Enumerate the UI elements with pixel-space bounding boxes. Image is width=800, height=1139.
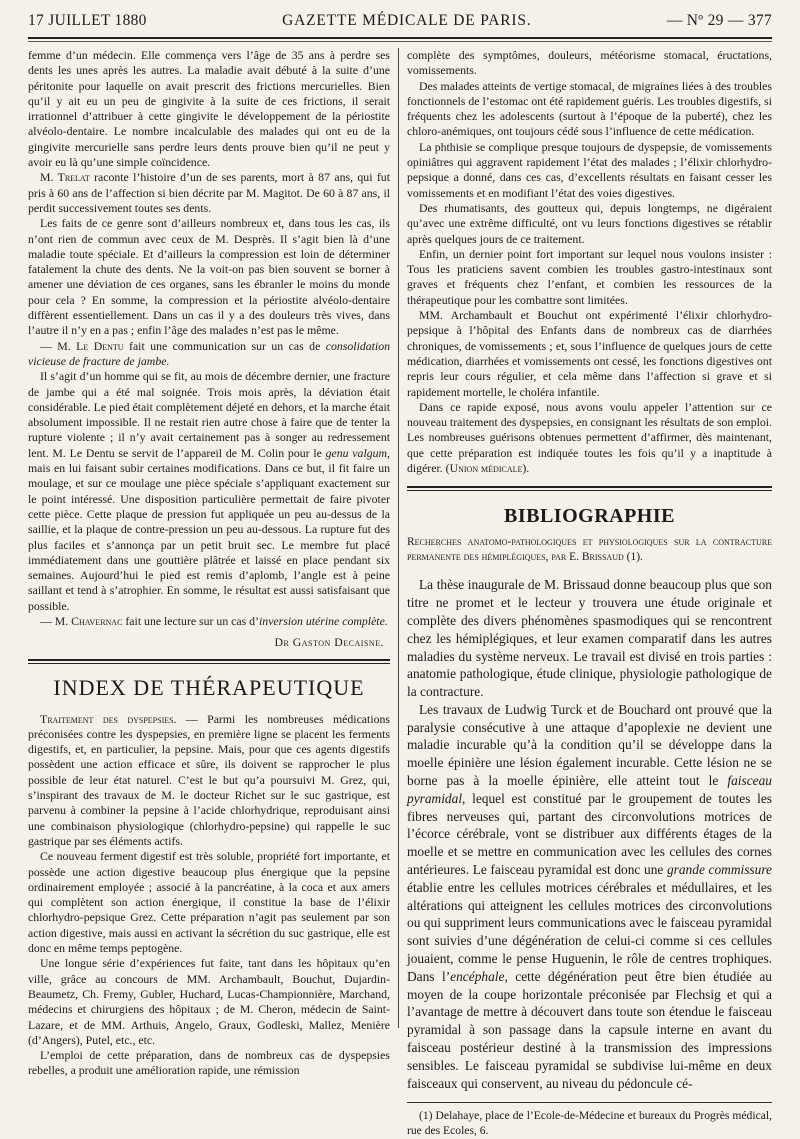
right-column <box>407 48 772 1138</box>
section-title: BIBLIOGRAPHIE <box>504 505 675 528</box>
person-name: M. Chavernac <box>54 613 123 628</box>
header-issue: — Nº 29 — 377 <box>666 12 772 29</box>
footnote: (1) Delahaye, place de l’Ecole-de-Médecine et bureaux du Progrès médical, rue des Ecoles, 6. <box>407 1109 772 1138</box>
italic-term: grande commissure <box>666 862 772 878</box>
paragraph: Ce nouveau ferment digestif est très soluble, propriété fort importante, et possède une action digestive beaucoup plus énergique que la pepsine ordinairement employée ; associé à la pancréatine, à la coca et aux amers qui complètent son action énergique, il constitue la base de l’élixir chlorhydro-pepsique Grez. Cette préparation n’agit pas seulement par son action digestive, mais aussi en activant la sécrétion du suc gastrique, elle est donc en même temps peptogène. <box>28 849 390 956</box>
section-rule <box>407 486 772 491</box>
section-title: INDEX DE THÉRAPEUTIQUE <box>53 674 365 700</box>
paragraph <box>407 400 772 476</box>
paragraph: Une longue série d’expériences fut faite, tant dans les hôpitaux qu’en ville, grâce au concours de MM. Archambault, Bouchut, Dujardin-Beaumetz, Ch. Fremy, Gubler, Huchard, Lucas-Championnière, Marchand, médecins et chirurgiens des hôpitaux ; de M. Cheron, médecin de Saint-Lazare, et de MM. Arthuis, Angelo, Graux, Godleski, Mallez, Menière (d’Angers), Putel, etc., etc. <box>28 956 390 1047</box>
person-name: M. Trelat <box>40 170 90 185</box>
paragraph-text: , lequel est constitué par le groupement de toutes les fibres nerveuses qui, partant des circonvolutions motrices de l’écorce cérébrale, vont se distribuer aux différents étages de la moelle et se mettre en communication avec les cellules des cornes antérieures. Le faisceau pyramidal est donc une <box>407 790 772 878</box>
dash: — <box>40 338 58 353</box>
header-rule <box>28 37 772 39</box>
italic-term: genu valgum <box>325 445 388 460</box>
paragraph-text: Les travaux de Ludwig Turck et de Bouchard ont prouvé que la paralysie consécutive à une attaque d’apoplexie ne devient une maladie incurable qu’à la condition qu’il se développe dans la moelle épinière une lésion également incurable. Cette lésion ne se borne pas à la moelle épinière, elle atteint tout le <box>407 701 772 789</box>
paragraph: Des malades atteints de vertige stomacal, de migraines liées à des troubles fonctionnels de l’estomac ont été rapidement guéris. Les troubles digestifs, si fréquents chez les adolescents (surtout à l’époque de la puberté), chez les chloro-anémiques, ont toujours cédé sous l’influence de cette médication. <box>407 78 772 139</box>
paragraph-text: raconte l’histoire d’un de ses parents, mort à 87 ans, qui fut pris à 60 ans de l’affection si bien décrite par M. Magitot. De 60 à 87 ans, il perdit successivement toutes ses dents. <box>28 170 390 215</box>
header-rule-thin <box>28 41 772 42</box>
dash: — <box>40 613 55 628</box>
paragraph-text: , mais en lui faisant subir certaines modifications. Dans ce but, il fit faire un moulage, et sur ce moulage une pièce spéciale s’appliquant exactement sur le point intéressé. Une disposition particulière permettait de faire pivoter cette pièce. Cette plaque de pression fut appliquée un peu au-dessus de la saillie, et la plaque de contre-pression un peu au-dessous. La rupture fut des plus faciles et s’annonça par un petit bruit sec. Le membre fut placé immédiatement dans une gouttière plâtrée et laissé en place pendant six semaines. Aujourd’hui le pied est remis d’aplomb, l’angle est à peine saillant et tend à s’atrophier. En somme, le résultat est aussi satisfaisant que possible. <box>28 445 390 613</box>
column-separator <box>398 48 399 1028</box>
paragraph <box>28 170 390 216</box>
paragraph-text: fait une communication sur un cas de <box>123 338 326 353</box>
paragraph: Des rhumatisants, des goutteux qui, depuis longtemps, ne digéraient qu’avec une extrême difficulté, ont vu leurs fonctions digestives se rétablir après quelques jours de ce traitement. <box>407 200 772 246</box>
page-header <box>28 12 772 38</box>
book-reference: Recherches anatomo-pathologiques et physiologiques sur la contracture permanente des hémiplégiques, par E. Brissaud (1). <box>407 536 772 563</box>
paragraph-text: établie entre les cellules motrices cérébrales et médullaires, et les altérations qui atteignent les cellules motrices des circonvolutions ou qui suppriment leurs communications avec le faisceau pyramidal sont suivies d’une dégénération de celui-ci comme si ces cellules jouaient, comme le pense Huguenin, le rôle de centres trophiques. Dans l’ <box>407 879 772 984</box>
italic-topic: inversion utérine complète. <box>259 613 388 628</box>
paragraph: L’emploi de cette préparation, dans de nombreux cas de dyspepsies rebelles, a produit une amélioration rapide, une rémission <box>28 1048 390 1078</box>
footnote-rule <box>407 1102 772 1103</box>
paragraph: MM. Archambault et Bouchut ont expérimenté l’élixir chlorhydro-pepsique à l’hôpital des Enfants dans de nombreux cas de diarrhées chroniques, de vomissements ; et, sous l’influence de quelques jours de cette médication, diarrhées et vomissements ont cessé, les fonctions digestives ont repris leur cours régulier, et cela même dans l’affection si grave et si rapidement mortelle, le choléra infantile. <box>407 308 772 399</box>
paragraph-text: , cette dégénération peut être bien étudiée au moyen de la coupe horizontale préconisée par Flechsig et qui a l’avantage de mettre à découvert dans toute son étendue le faisceau pyramidal à son passage dans la capsule interne en avant du faisceau postérieur destiné à la transmission des impressions sensibles. Le faisceau pyramidal se subdivise lui-même en deux faisceaux qui conservent, au niveau du pédoncule cé- <box>407 968 772 1091</box>
italic-topic: consolidation vicieuse de fracture de jambe. <box>28 338 390 368</box>
review-body <box>407 576 772 1092</box>
source-citation: (Union médicale). <box>445 461 530 476</box>
italic-term: encéphale <box>450 968 505 984</box>
paragraph: complète des symptômes, douleurs, météorisme stomacal, éructations, vomissements. <box>407 48 772 78</box>
header-title: GAZETTE MÉDICALE DE PARIS. <box>282 12 532 29</box>
person-name: M. Le Dentu <box>57 338 124 353</box>
paragraph <box>28 712 390 850</box>
paragraph-text: Il s’agit d’un homme qui se fit, au mois de décembre dernier, une fracture de jambe qui a été mal soignée. Trois mois après, la déviation était considérable. Le pied était complètement déjeté en dehors, et la marche était absolument impossible. Il ne restait rien autre chose à faire que de tenter la rupture violente ; il n’y avait certainement pas à songer au redressement lent. M. Le Dentu se servit de l’appareil de M. Colin pour le <box>28 369 390 460</box>
paragraph <box>407 701 772 1093</box>
paragraph: Les faits de ce genre sont d’ailleurs nombreux et, dans tous les cas, ils n’ont rien de commun avec ceux de M. Desprès. Il s’agit bien là d’une maladie toute spéciale. Et d’ailleurs la compression est loin de déterminer fatalement la chute des dents. Ne la voit-on pas bien souvent se borner à amener une déviation de ces organes, sans les ébranler le moins du monde pour cela ? En somme, la compression et la périostite alvéolo-dentaire diffèrent essentiellement. Dans un cas il y a des douleurs très vives, dans l’autre il n’y en a pas ; enfin l’âge des malades n’est pas le même. <box>28 216 390 338</box>
paragraph: femme d’un médecin. Elle commença vers l’âge de 35 ans à perdre ses dents les unes après les autres. La maladie avait débuté à la suite d’une péritonite pour laquelle on avait prescrit des frictions mercurielles. Bien qu’il y ait eu un peu de gingivite à la suite de ces frictions, il serait irrationnel d’attribuer à cette gingivite le développement de la périostite alvéolo-dentaire. Le nombre incalculable des malades qui ont eu de la gingivite mercurielle sans perdre leurs dents prouve bien qu’il ne peut y avoir eu là qu’une simple coïncidence. <box>28 48 390 170</box>
subsection-head: Traitement des dyspepsies. <box>40 711 177 726</box>
paragraph-text: fait une lecture sur un cas d’ <box>122 613 260 628</box>
left-column <box>28 48 390 1078</box>
paragraph: La thèse inaugurale de M. Brissaud donne beaucoup plus que son titre ne promet et le lecteur y trouvera une étude originale et complète des divers phénomènes spasmodiques qui se rencontrent chez les hémiplégiques, et leur examen comparatif dans les autres maladies du système nerveux. Le travail est divisé en trois parties : anatomie pathologique, étude clinique, physiologie pathologique de la contracture. <box>407 577 772 700</box>
paragraph-text: Dans ce rapide exposé, nous avons voulu appeler l’attention sur ce nouveau traitement des dyspepsies, en consignant les résultats de son emploi. Les nombreuses guérisons obtenues permettent d’affirmer, dès maintenant, que cette préparation est indiquée toutes les fois qu’il y a inaptitude à digérer. <box>407 399 772 476</box>
paragraph <box>28 369 390 614</box>
italic-term: faisceau pyramidal <box>407 773 772 806</box>
paragraph: Enfin, un dernier point fort important sur lequel nous voulons insister : Tous les praticiens savent combien les troubles gastro-intestinaux sont graves et fréquents chez l’enfant, et combien les ressources de la thérapeutique pour les combattre sont limitées. <box>407 246 772 307</box>
paragraph <box>28 614 390 629</box>
paragraph: La phthisie se complique presque toujours de dyspepsie, de vomissements opiniâtres qui aggravent rapidement l’état des malades ; l’élixir chlorhydro-pepsique a donné, dans ces cas, d’excellents résultats en faisant cesser les vomissements et en modifiant l’état des voies digestives. <box>407 139 772 200</box>
paragraph-text: — Parmi les nombreuses médications préconisées contre les dyspepsies, en première ligne se placent les ferments digestifs, et, en particulier, la pepsine. Mais, pour que ces agents digestifs possèdent une action efficace et sûre, ils doivent se rapprocher le plus possible de leur état naturel. C’est le but qu’a poursuivi M. Grez, qui, s’inspirant des travaux de M. le docteur Richet sur le suc gastrique, est parvenu à combiner la pepsine à l’acide chlorhydrique, reproduisant ainsi une combinaison physiologique (chlorhydro-pepsine) qui rappelle le suc gastrique par ses éléments actifs. <box>28 711 390 848</box>
header-date: 17 JUILLET 1880 <box>28 12 147 29</box>
paragraph <box>28 339 390 370</box>
signature: Dr Gaston Decaisne. <box>274 635 384 650</box>
section-rule <box>28 659 390 664</box>
